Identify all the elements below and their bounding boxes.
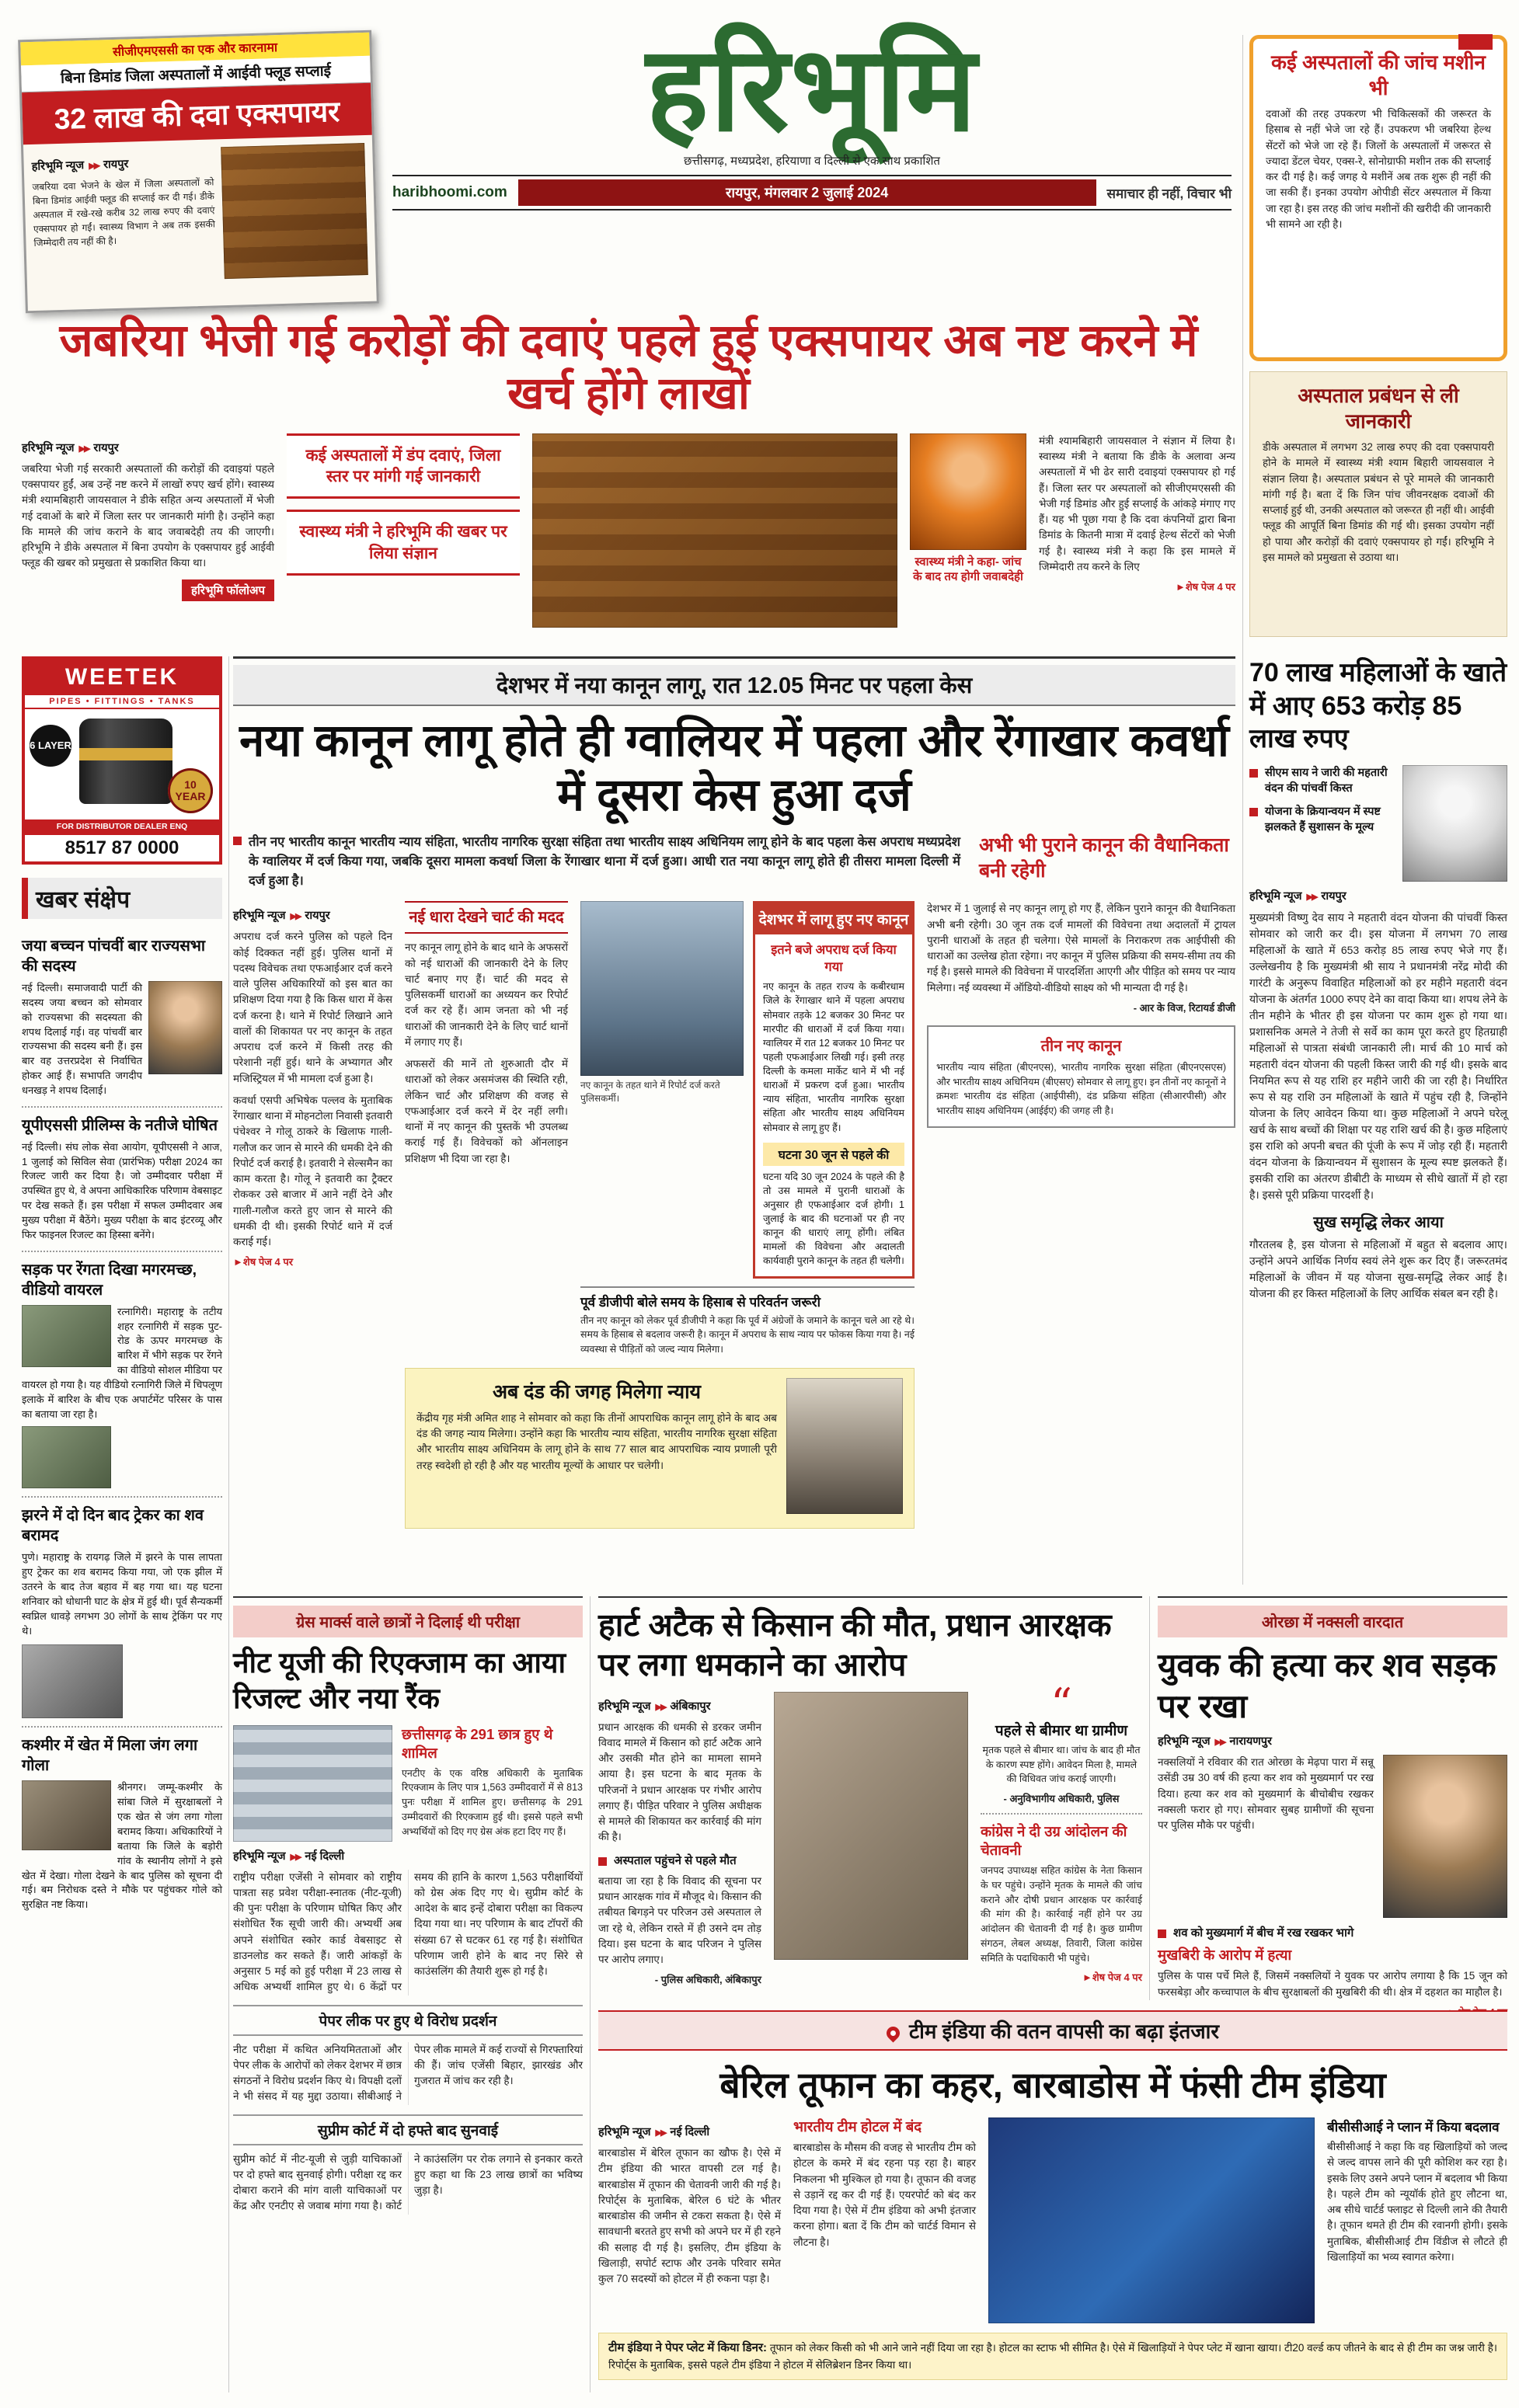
lead-headline: जबरिया भेजी गई करोड़ों की दवाएं पहले हुई एक्सपायर अब नष्ट करने में खर्च होंगे लाखों: [59, 315, 1198, 419]
quote-box: [981, 1679, 1142, 1815]
byline-city: रायपुर: [1321, 889, 1347, 903]
continued-on-page: ►शेष पेज 4 पर: [1082, 1971, 1142, 1984]
law-kicker: देशभर में नया कानून लागू, रात 12.05 मिनट पर पहला केस: [233, 665, 1235, 706]
minister-block: [910, 433, 1026, 628]
brief-body: नई दिल्ली। समाजवादी पार्टी की सदस्य जया बच्चन को सोमवार को राज्यसभा की सदस्यता की शपथ दिलाई गई। वह पांचवीं बार राज्यसभा की सदस्य बनी हैं। इस बार वह उत्तरप्रदेश से निर्वाचित होकर आई हैं। सभापति जगदीप धनखड़ ने शपथ दिलाई।: [22, 982, 142, 1096]
brief-item: [22, 1728, 222, 1920]
continued-on-page: ►शेष पेज 4 पर: [1175, 581, 1235, 593]
three-laws-body: भारतीय न्याय संहिता (बीएनएस), भारतीय नागरिक सुरक्षा संहिता (बीएनएसएस) और भारतीय साक्ष्य अधिनियम (बीएसए) सोमवार से लागू हुए। इन तीनों नए कानूनों ने क्रमशः भारतीय दंड संहिता (आईपीसी), दंड प्रक्रिया संहिता (सीआरपीसी) और भारतीय साक्ष्य अधिनियम (आईईए) की जगह ली है।: [936, 1061, 1226, 1117]
weetek-tank-image: [25, 709, 219, 819]
byline-arrows-icon: [1306, 890, 1316, 903]
brief-body: नई दिल्ली। संघ लोक सेवा आयोग, यूपीएससी ने आज, 1 जुलाई को सिविल सेवा (प्रारंभिक) परीक्षा 2024 का रिजल्ट जारी कर दिया है। जो उम्मीदवार परीक्षा में उपस्थित हुए थे, वे अपना आधिकारिक परिणाम वेबसाइट पर देख सकते हैं। इस परीक्षा में सफल उम्मीदवार अब मुख्य परीक्षा में बैठेंगे। मुख्य परीक्षा के बाद इंटरव्यू और फिर फाइनल रिजल्ट का हिस्सा बनेंगे।: [22, 1140, 222, 1241]
law-col2-body: अफसरों की मानें तो शुरुआती दौर में धाराओं को लेकर असमंजस की स्थिति रही, लेकिन चार्ट और प्रशिक्षण की वजह से एफआईआर दर्ज करने में देर नहीं लगी। थानों में नए कानून की पुस्तकें भी उपलब्ध कराई गई हैं। विवेचकों को ऑनलाइन प्रशिक्षण भी दिया जा रहा है।: [405, 1058, 568, 1164]
machine-box-title: कई अस्पतालों की जांच मशीन भी: [1271, 50, 1486, 99]
byline: [1249, 888, 1507, 903]
byline-city: नारायणपुर: [1229, 1735, 1272, 1748]
team-mid-column: [793, 2117, 976, 2323]
police-photo-block: [580, 901, 744, 1278]
vertical-divider: [228, 656, 229, 2392]
mahtari-bullets: [1249, 765, 1393, 882]
new-laws-box: [753, 901, 915, 1278]
team-headline: बेरिल तूफान का कहर, बारबाडोस में फंसी टीम इंडिया: [719, 2065, 1386, 2105]
team-india-photo: [988, 2117, 1315, 2323]
new-laws-sub2-body: घटना यदि 30 जून 2024 के पहले की है तो उस मामले में पुरानी धाराओं के अनुसार ही एफआईआर दर्ज होगी। 1 जुलाई के बाद की घटनाओं पर ही नए कानून की धाराएं लागू होंगी। लंबित मामलों की विवेचना और अदालती कार्यवाही पुराने कानून के तहत ही चलेगी।: [763, 1171, 904, 1267]
law-col1-more: कवर्धा एसपी अभिषेक पल्लव के मुताबिक रेंगाखार थाना में मोहनटोला निवासी इतवारी पंचेश्वर ने गोलू ठाकरे के खिलाफ गाली-गलौज कर जान से मारने की धमकी देने की रिपोर्ट दर्ज कराई है। इतवारी ने सेल्समैन का काम करता है। गोलू ने इतवारी का ट्रैक्टर रोककर उसे बाजार में आने नहीं देने और गाली-गलौज करते हुए जान से मारने की धमकी दी थी। इसकी रिपोर्ट थाने में दर्ज कराई गई।: [233, 1094, 392, 1248]
website-text: haribhoomi.com: [392, 184, 507, 201]
neet-headline: नीट यूजी की रिएक्जाम का आया रिजल्ट और नया रैंक: [233, 1647, 566, 1715]
neet-story: [233, 1596, 583, 2392]
team-right-column: [1327, 2117, 1507, 2323]
byline-label: हरिभूमि न्यूज: [1158, 1735, 1211, 1748]
quote-attribution: - अनुविभागीय अधिकारी, पुलिस: [1003, 1793, 1120, 1805]
brief-title: झरने में दो दिन बाद ट्रेकर का शव बरामद: [22, 1507, 204, 1545]
neet-sub1-body: नीट परीक्षा में कथित अनियमितताओं और पेपर लीक के आरोपों को लेकर देशभर में छात्र संगठनों ने विरोध प्रदर्शन किए थे। विपक्षी दलों ने भी संसद में यह मुद्दा उठाया। सीबीआई ने पेपर लीक मामले में कई राज्यों से गिरफ्तारियां की हैं। जांच एजेंसी बिहार, झारखंड और गुजरात में जांच कर रही है।: [233, 2043, 583, 2103]
brief-item: [22, 1498, 222, 1728]
three-laws-title: तीन नए कानून: [1040, 1037, 1122, 1055]
crocodile-photo-1: [22, 1305, 111, 1367]
bullet-item: [1249, 804, 1393, 836]
justice-box-title: अब दंड की जगह मिलेगा न्याय: [492, 1380, 702, 1403]
farmer-right-column: [981, 1679, 1142, 1987]
machine-news-box: [1249, 35, 1507, 361]
byline: [31, 153, 213, 174]
clip-strip: सीजीएमएससी का एक और कारनामा: [20, 33, 370, 66]
justice-box-body: केंद्रीय गृह मंत्री अमित शाह ने सोमवार को कहा कि तीनों आपराधिक कानून लागू होने के बाद अब दंड की जगह न्याय मिलेगा। उन्होंने कहा कि भारतीय न्याय संहिता, भारतीय नागरिक सुरक्षा संहिता और भारतीय साक्ष्य अधिनियम के लागू होने के साथ 77 साल बाद आपराधिक न्याय प्रणाली पूरी तरह स्वदेशी हो रही है और यह भारतीय मूल्यों के आधार पर चलेगी।: [416, 1411, 777, 1471]
dgp-body: तीन नए कानून को लेकर पूर्व डीजीपी ने कहा कि पूर्व में अंग्रेजों के जमाने के कानून चले आ रहे थे। समय के हिसाब से बदलाव जरूरी है। कानून में अपराध के साथ न्याय पर फोकस किया गया है। नई व्यवस्था से पीड़ितों को जल्द न्याय मिलेगा।: [580, 1314, 915, 1355]
newspaper-logo: हरिभूमि: [646, 23, 978, 155]
team-india-story: [598, 2010, 1507, 2392]
farmer-body1: प्रधान आरक्षक की धमकी से डरकर जमीन विवाद मामले में किसान को हार्ट अटैक आने और उसकी मौत होने का मामला सामने आया है। इस घटना के बाद मृतक के परिजनों ने प्रधान आरक्षक पर गंभीर आरोप लगाए हैं। पीड़ित परिवार ने पुलिस अधीक्षक से मामले की शिकायत कर कार्रवाई की मांग की है।: [598, 1721, 761, 1843]
brief-title: कश्मीर में खेत में मिला जंग लगा गोला: [22, 1737, 198, 1775]
byline: [233, 907, 392, 923]
health-minister-photo: [910, 433, 1026, 550]
orchha-body: नक्सलियों ने रविवार की रात ओरछा के मेढ़पा पारा में सन्नू उसेंडी उम्र 30 वर्ष की हत्या कर शव को मुख्यमार्ग पर रख दिया। हत्या कर शव को मुख्यमार्ग के बीचोबीच रखकर नक्सली फरार हो गए। सोमवार सुबह ग्रामीणों की सूचना पर पुलिस मौके पर पहुंची।: [1158, 1756, 1374, 1831]
neet-box: [402, 1725, 583, 1842]
brief-body: पुणे। महाराष्ट्र के रायगढ़ जिले में झरने के पास लापता हुए ट्रेकर का शव बरामद किया गया, जो एक झील में उतरने के बाद तेज बहाव में बह गया था। यह घटना शनिवार को धोधानी घाट के क्षेत्र में हुई थी। पूर्व सैन्यकर्मी स्वप्निल धावड़े लगभग 30 लोगों के साथ ट्रेकिंग पर गए थे।: [22, 1551, 222, 1637]
farmer-body2: बताया जा रहा है कि विवाद की सूचना पर प्रधान आरक्षक गांव में मौजूद थे। किसान की तबीयत बिगड़ने पर परिजन उसे अस्पताल ले जा रहे थे, लेकिन रास्ते में ही उसने दम तोड़ दिया। इस घटना के बाद परिजन ने पुलिस पर आरोप लगाए।: [598, 1874, 761, 1965]
water-tank-graphic: [79, 719, 172, 804]
lead-left-body: जबरिया भेजी गई सरकारी अस्पतालों की करोड़ों की दवाइयां पहले एक्सपायर हुईं, अब उन्हें नष्ट करने में लाखों रुपए खर्च होंगे। स्वास्थ्य मंत्री श्यामबिहारी जायसवाल ने डीके सहित अन्य अस्पतालों में भेजी गई दवाओं के बारे में जिला स्तर पर जानकारी मांगी है। उन्होंने कहा कि मामले की जांच कराने के बाद जवाबदेही तय की जाएगी। हरिभूमि ने डीके अस्पताल में बिना उपयोग के एक्सपायर हुई आईवी फ्लूड की खबर को प्रमुखता से प्रकाशित किया था।: [22, 462, 274, 569]
ten-year-badge: 10 YEAR: [168, 768, 213, 813]
byline: [598, 1698, 761, 1714]
byline-city: नई दिल्ली: [670, 2126, 710, 2138]
farmer-scene-photo: [774, 1692, 968, 1960]
law-intro: [233, 833, 960, 890]
orchha-sub-title: मुखबिरी के आरोप में हत्या: [1158, 1947, 1292, 1964]
brief-item: [22, 1252, 222, 1498]
red-square-bullet-icon: [598, 1857, 607, 1866]
law-intro-text: तीन नए भारतीय कानून भारतीय न्याय संहिता, भारतीय नागरिक सुरक्षा संहिता तथा भारतीय साक्ष्य अधिनियम लागू होने के बाद पहला केस अपराध मध्यप्रदेश के ग्वालियर में दर्ज किया गया, जबकि दूसरा मामला कवर्धा जिला के रेंगाखार थाना में दर्ज हुआ। आधी रात नया कानून लागू होते ही तीसरा मामला दिल्ली में दर्ज हुआ है।: [249, 835, 960, 888]
byline-label: हरिभूमि न्यूज: [1249, 889, 1302, 903]
old-law-attribution: - आर के विज, रिटायर्ड डीजी: [1133, 1001, 1235, 1014]
vertical-divider: [1149, 1596, 1150, 2000]
byline-city: रायपुर: [305, 910, 330, 923]
byline-city: अंबिकापुर: [670, 1700, 711, 1713]
team-banner-text: टीम इंडिया की वतन वापसी का बढ़ा इंतजार: [908, 2020, 1220, 2043]
exam-hall-photo: [233, 1725, 392, 1842]
neet-subhead-1: पेपर लीक पर हुए थे विरोध प्रदर्शन: [233, 2005, 583, 2036]
law-story: [233, 656, 1235, 1585]
farmer-left-column: [598, 1692, 761, 1987]
farmer-bullet: [598, 1853, 761, 1869]
neet-body: राष्ट्रीय परीक्षा एजेंसी ने सोमवार को राष्ट्रीय पात्रता सह प्रवेश परीक्षा-स्नातक (नीट-यूजी) की पुनः परीक्षा के परिणाम घोषित किए और संशोधित रैंक सूची जारी की। अभ्यर्थी अब अपने संशोधित स्कोर कार्ड वेबसाइट से डाउनलोड कर सकते हैं। जारी आंकड़ों के अनुसार 5 मई को हुई परीक्षा में 23 लाख से अधिक अभ्यर्थी शामिल हुए थे। 6 केंद्रों पर समय की हानि के कारण 1,563 परीक्षार्थियों को ग्रेस अंक दिए गए थे। सुप्रीम कोर्ट के आदेश के बाद इन्हें दोबारा परीक्षा का विकल्प दिया गया था। नए परिणाम के बाद टॉपरों की संख्या 67 से घटकर 61 रह गई है। संशोधित परिणाम जारी होने के बाद नए सिरे से काउंसलिंग की तैयारी शुरू हो गई है।: [233, 1870, 583, 1993]
byline-label: हरिभूमि न्यूज: [598, 1700, 651, 1713]
dateline-bar: रायपुर, मंगलवार 2 जुलाई 2024: [518, 179, 1096, 206]
weetek-ad: [22, 656, 222, 865]
masthead-slogan: समाचार ही नहीं, विचार भी: [1106, 186, 1232, 201]
briefs-rail: [22, 878, 222, 2392]
vertical-divider: [1242, 35, 1243, 1585]
byline-arrows-icon: [1214, 1735, 1225, 1748]
brief-item: [22, 928, 222, 1108]
farmer-attribution: - पुलिस अधिकारी, अंबिकापुर: [654, 1974, 761, 1986]
mahtari-headline: 70 लाख महिलाओं के खाते में आए 653 करोड़ 85 लाख रुपए: [1249, 658, 1507, 753]
warehouse-photo: [532, 433, 897, 628]
continued-on-page: ►शेष पेज 4 पर: [233, 1256, 294, 1268]
followup-badge: हरिभूमि फॉलोअप: [182, 579, 274, 601]
lead-pointer-boxes: [287, 433, 520, 628]
byline: [22, 440, 274, 455]
byline-label: हरिभूमि न्यूज: [22, 441, 75, 454]
neet-sub2-body: सुप्रीम कोर्ट में नीट-यूजी से जुड़ी याचिकाओं पर दो हफ्ते बाद सुनवाई होगी। परीक्षा रद्द कर दोबारा कराने की मांग वाली याचिकाओं पर केंद्र और एनटीए से जवाब मांगा गया है। कोर्ट ने काउंसलिंग पर रोक लगाने से इनकार करते हुए कहा था कि 23 लाख छात्रों का भविष्य जुड़ा है।: [233, 2152, 583, 2212]
byline-arrows-icon: [655, 2126, 665, 2138]
law-column-1: [233, 901, 392, 1528]
brief-item: [22, 1108, 222, 1252]
justice-box: [405, 1368, 915, 1529]
lead-right-column: [1039, 433, 1235, 628]
orchha-story: [1158, 1596, 1507, 2000]
bullet-text: योजना के क्रियान्वयन में स्पष्ट झलकते हैं सुशासन के मूल्य: [1265, 806, 1381, 834]
orchha-bullet: [1158, 1926, 1507, 1941]
team-right-title: बीसीसीआई ने प्लान में किया बदलाव: [1327, 2120, 1500, 2135]
farmer-headline: हार्ट अटैक से किसान की मौत, प्रधान आरक्षक पर लगा धमकाने का आरोप: [598, 1607, 1112, 1683]
byline-label: हरिभूमि न्यूज: [31, 159, 85, 173]
quote-body: मृतक पहले से बीमार था। जांच के बाद ही मौत के कारण स्पष्ट होंगे। आवेदन मिला है, मामले की विधिवत जांच कराई जाएगी।: [982, 1744, 1141, 1785]
neet-box-body: एनटीए के एक वरिष्ठ अधिकारी के मुताबिक रिएक्जाम के लिए पात्र 1,563 उम्मीदवारों में से 813 पुनः परीक्षा में शामिल हुए। छत्तीसगढ़ के 291 उम्मीदवारों की रिएक्जाम हुई थी। इससे पहले सभी अभ्यर्थियों को दिए गए ग्रेस अंक हटा दिए गए हैं।: [402, 1767, 583, 1837]
bullet-text: सीएम साय ने जारी की महतारी वंदन की पांचवीं किस्त: [1265, 766, 1388, 795]
lead-left-column: [22, 433, 274, 628]
clip-body: जबरिया दवा भेजने के खेल में जिला अस्पतालों को बिना डिमांड आईवी फ्लूड की सप्लाई कर दी गई। डीके अस्पताल में रखे-रखे करीब 32 लाख रुपए की दवाएं एक्सपायर हो गईं। स्वास्थ्य विभाग ने अब तक इसकी जिम्मेदारी तय नहीं की है।: [32, 176, 216, 249]
warehouse-photo-small: [221, 143, 368, 279]
new-laws-sub2: घटना 30 जून से पहले की: [763, 1143, 904, 1166]
clip-ad: [18, 30, 379, 314]
new-laws-sub1: इतने बजे अपराध दर्ज किया गया: [771, 943, 897, 974]
law-col1-body: अपराध दर्ज करने पुलिस को पहले दिन कोई दिक्कत नहीं हुई। पुलिस थानों में पदस्थ विवेचक तथा एफआईआर दर्ज करने वाले पुलिस अधिकारियों को इस बात का प्रशिक्षण दिया गया है कि किस धारा में केस दर्ज करना है। थाने में रिपोर्ट लिखाने आने वालों की शिकायत पर नए कानून के तहत अपराध दर्ज करने में किसी तरह की परेशानी नहीं हुई। थाने के अभ्यागत और मजिस्ट्रियल में भी मामला दर्ज हुआ है।: [233, 931, 392, 1084]
congress-title: कांग्रेस ने दी उग्र आंदोलन की चेतावनी: [981, 1823, 1127, 1859]
farmer-story: [598, 1596, 1142, 2000]
byline-arrows-icon: [290, 910, 300, 922]
team-right-body: बीसीसीआई ने कहा कि वह खिलाड़ियों को जल्द से जल्द वापस लाने की पूरी कोशिश कर रहा है। इसके लिए उसने अपने प्लान में बदलाव भी किया है। पहले टीम को न्यूयॉर्क होते हुए लौटना था, अब सीधे चार्टर्ड फ्लाइट से दिल्ली लाने की तैयारी है। तूफान थमते ही टीम की रवानगी होगी। इसके मुताबिक, बीसीसीआई टीम विंडीज से लौटते ही खिलाड़ियों का भव्य स्वागत करेगा।: [1327, 2141, 1507, 2263]
lead-box-2: स्वास्थ्य मंत्री ने हरिभूमि की खबर पर लिया संज्ञान: [287, 510, 520, 576]
minister-caption: स्वास्थ्य मंत्री ने कहा- जांच के बाद तय होगी जवाबदेही: [913, 555, 1023, 584]
clip-subhead: बिना डिमांड जिला अस्पतालों में आईवी फ्लूड सप्लाई: [21, 56, 371, 93]
police-station-photo: [580, 901, 744, 1076]
weetek-enquiry: FOR DISTRIBUTOR DEALER ENQ: [25, 819, 219, 833]
team-banner: [598, 2010, 1507, 2051]
team-bottom-strip: [598, 2333, 1507, 2380]
team-bottom-lead: टीम इंडिया ने पेपर प्लेट में किया डिनर:: [608, 2341, 768, 2354]
team-bottom-body: तूफान को लेकर किसी को भी आने जाने नहीं दिया जा रहा है। होटल का स्टाफ भी सीमित है। ऐसे में खिलाड़ियों ने पेपर प्लेट में खाना खाया। टी20 वर्ल्ड कप जीतने के बाद से ही टीम का जश्न जारी है। रिपोर्ट्स के मुताबिक, इससे पहले टीम इंडिया ने होटल में सेलिब्रेशन डिनर किया था।: [608, 2342, 1497, 2371]
red-square-bullet-icon: [1158, 1930, 1166, 1938]
congress-body: जनपद उपाध्यक्ष सहित कांग्रेस के नेता किसान के घर पहुंचे। उन्होंने मृतक के मामले की जांच कराने और दोषी प्रधान आरक्षक पर कार्रवाई की मांग की है। कार्रवाई नहीं होने पर उग्र आंदोलन की चेतावनी दी गई है। कुछ ग्रामीण संगठन, लेबल अध्यक्ष, तिवारी, जिला कांग्रेस समिति के पदाधिकारी भी पहुंचे।: [981, 1865, 1142, 1964]
brief-title: सड़क पर रेंगता दिखा मगरमच्छ, वीडियो वायरल: [22, 1261, 197, 1299]
corner-tag: [1458, 34, 1493, 50]
mahtari-subhead: सुख समृद्धि लेकर आया: [1313, 1213, 1444, 1231]
new-laws-box-title: देशभर में लागू हुए नए कानून: [755, 903, 912, 934]
amit-shah-photo: [786, 1378, 903, 1514]
weetek-brand: WEETEK: [25, 659, 219, 695]
law-column-2: [405, 901, 568, 1356]
old-law-body: देशभर में 1 जुलाई से नए कानून लागू हो गए हैं, लेकिन पुराने कानून की वैधानिकता अभी बनी रहेगी। 30 जून तक दर्ज मामलों की विवेचना तथा अदालतों में ट्रायल पुरानी धाराओं के तहत ही चलेगा। ऐसे मामलों के निराकरण तक आईपीसी की धाराओं का उल्लेख होता रहेगा। नए कानून में पुलिस प्रक्रिया की समय-सीमा तय की गई है। इससे मामले की विवेचना में पारदर्शिता आएगी और पीड़ित को समय पर न्याय मिलेगा। नई व्यवस्था में ऑडियो-वीडियो साक्ष्य को भी मान्यता दी गई है।: [927, 903, 1235, 993]
jaya-bachchan-photo: [148, 981, 222, 1074]
red-square-bullet-icon: [1249, 769, 1258, 778]
masthead-tagline: छत्तीसगढ़, मध्यप्रदेश, हरियाणा व दिल्ली से एक साथ प्रकाशित: [684, 155, 940, 169]
red-square-bullet-icon: [233, 837, 242, 845]
briefs-header: खबर संक्षेप: [22, 878, 222, 919]
map-pin-icon: [883, 2023, 902, 2042]
police-photo-caption: नए कानून के तहत थाने में रिपोर्ट दर्ज करते पुलिसकर्मी।: [580, 1080, 720, 1104]
three-laws-box: [927, 1025, 1235, 1128]
orchha-kicker: ओरछा में नक्सली वारदात: [1158, 1606, 1507, 1637]
red-square-bullet-icon: [1249, 808, 1258, 816]
byline-arrows-icon: [290, 1850, 300, 1863]
brief-body: रत्नागिरी। महाराष्ट्र के तटीय शहर रत्नागिरी में सड़क पुट-रोड के ऊपर मगरमच्छ के बारिश में भीगे सड़क पर रेंगने का वीडियो सोशल मीडिया पर वायरल हो गया है। यह वीडियो रत्नागिरी जिले में चिपलूण इलाके में बारिश के बीच एक अपार्टमेंट परिसर के पास का बताया जा रहा है।: [22, 1305, 222, 1420]
byline-city: रायपुर: [103, 158, 129, 172]
orchha-headline: युवक की हत्या कर शव सड़क पर रखा: [1158, 1647, 1496, 1724]
dgp-title: पूर्व डीजीपी बोले समय के हिसाब से परिवर्तन जरूरी: [580, 1294, 820, 1310]
neet-subhead-2: सुप्रीम कोर्ट में दो हफ्ते बाद सुनवाई: [233, 2114, 583, 2145]
new-laws-sub1-body: नए कानून के तहत राज्य के कबीरधाम जिले के रेंगाखार थाने में पहला अपराध सोमवार तड़के 12 बजकर 30 मिनट पर मारपीट की धाराओं में दर्ज किया गया। ग्वालियर में रात 12 बजकर 10 मिनट पर पहली एफआईआर लिखी गई। इसी तरह दिल्ली के कमला मार्केट थाने में भी नई धाराओं में प्रकरण दर्ज हुआ। भारतीय न्याय संहिता, भारतीय नागरिक सुरक्षा संहिता और भारतीय साक्ष्य अधिनियम सोमवार से लागू हुए हैं।: [763, 981, 904, 1133]
dgp-note: [580, 1286, 915, 1357]
brief-title: जया बच्चन पांचवीं बार राज्यसभा की सदस्य: [22, 938, 206, 975]
law-column-4: [927, 901, 1235, 1528]
crocodile-photo-2: [22, 1426, 111, 1488]
byline-city: नई दिल्ली: [305, 1849, 345, 1863]
brief-title: यूपीएससी प्रीलिम्स के नतीजे घोषित: [22, 1116, 218, 1134]
team-mid-body: बारबाडोस के मौसम की वजह से भारतीय टीम को होटल के कमरे में बंद रहना पड़ रहा है। बाहर निकलना भी मुश्किल हो गया है। तूफान की वजह से उड़ानें रद्द कर दी गई हैं। एयरपोर्ट को बंद कर दिया गया है। ऐसे में टीम इंडिया को अभी इंतजार करना होगा। बता दें कि टीम को चार्टर्ड विमान से लौटना है।: [793, 2142, 976, 2248]
mahtari-story: [1249, 656, 1507, 1585]
clip-headline: 32 लाख की दवा एक्सपायर: [22, 83, 372, 145]
hospital-box-body: डीके अस्पताल में लगभग 32 लाख रुपए की दवा एक्सपायरी होने के मामले में स्वास्थ्य मंत्री श्याम बिहारी जायसवाल ने संज्ञान लिया है। अस्पताल प्रबंधन से पूरे मामले की जानकारी मांगी गई है। बता दें कि जिन पांच जीवनरक्षक दवाओं की सप्लाई हुई थी, उनकी अस्पताल को जरूरत ही नहीं थी। आईवी फ्लूड की आपूर्ति बिना डिमांड की गई थी। इसका उपयोग नहीं हो पाया और करोड़ों की दवाएं एक्सपायर हो गईं। हरिभूमि ने इस मामले को प्रमुखता से उठाया था।: [1263, 441, 1494, 563]
byline-arrows-icon: [78, 442, 89, 454]
neet-kicker: ग्रेस मार्क्स वाले छात्रों ने दिलाई थी परीक्षा: [233, 1606, 583, 1637]
byline-label: हरिभूमि न्यूज: [233, 910, 286, 923]
byline: [1158, 1733, 1507, 1749]
byline-arrows-icon: [655, 1700, 665, 1713]
hospital-news-box: [1249, 371, 1507, 637]
six-layer-badge: 6 LAYER: [30, 725, 71, 767]
law-center-block: [580, 901, 915, 1356]
byline-city: रायपुर: [93, 441, 119, 454]
byline-label: हरिभूमि न्यूज: [598, 2126, 651, 2138]
old-law-headline: अभी भी पुराने कानून की वैधानिकता बनी रहेगी: [979, 834, 1229, 882]
team-body1: बारबाडोस में बेरिल तूफान का खौफ है। ऐसे में टीम इंडिया की भारत वापसी टल गई है। बारबाडोस में तूफान की चेतावनी जारी की गई है। रिपोर्ट्स के मुताबिक, बेरिल 6 घंटे के भीतर बारबाडोस की जमीन से टकरा सकता है। ऐसे में सावधानी बरतते हुए सभी को अपने घर में ही रहने की सलाह दी गई है। इसलिए, टीम इंडिया के खिलाड़ी, सपोर्ट स्टाफ और उनके परिवार समेत कुल 70 सदस्यों को होटल में ही रुकना पड़ा है।: [598, 2147, 781, 2284]
lead-right-body: मंत्री श्यामबिहारी जायसवाल ने संज्ञान में लिया है। स्वास्थ्य मंत्री ने बताया कि डीके के अलावा अन्य अस्पतालों में भी ढेर सारी दवाइयां एक्सपायर हो गई हैं। जिला स्तर पर अस्पतालों को सीजीएमएससी की भेजी गई डिमांड और हुई सप्लाई के आंकड़े मंगाए गए हैं। यह भी पूछा गया है कि दवा कंपनियों द्वारा बिना डिमांड के कितनी मात्रा में दवाई हेल्थ सेंटरों को भेजी गई है। स्वास्थ्य मंत्री ने कहा कि इस मामले में जिम्मेदारी तय करने के लिए: [1039, 434, 1235, 572]
byline: [233, 1848, 583, 1863]
law-headline: नया कानून लागू होते ही ग्वालियर में पहला और रेंगाखार कवर्धा में दूसरा केस हुआ दर्ज: [239, 715, 1229, 820]
lead-story: [22, 315, 1235, 637]
waterfall-photo: [22, 1644, 123, 1718]
chart-box-body: नए कानून लागू होने के बाद थाने के अफसरों को नई धाराओं की जानकारी देने के लिए चार्ट बनाए गए हैं। चार्ट की मदद से पुलिसकर्मी धाराओं का अध्ययन कर रिपोर्ट दर्ज कर रहे हैं। आम जनता को भी नई धाराओं की जानकारी देने के लिए चार्ट थानों में लगाए गए हैं।: [405, 941, 568, 1048]
weetek-phone: 8517 87 0000: [25, 833, 219, 861]
byline: [598, 2124, 781, 2139]
machine-box-body: दवाओं की तरह उपकरण भी चिकित्सकों की जरूरत के हिसाब से नहीं भेजे जा रहे हैं। उपकरण भी जबरिया हेल्थ सेंटरों को भेजे जा रहे हैं। जिलों के अस्पतालों में जरूरत से ज्यादा डेंटल चेयर, एक्स-रे, सोनोग्राफी मशीन तक की सप्लाई कर दी गई है। कई जगह ये मशीनें अब तक शुरू ही नहीं की जा सकी हैं। इनका उपयोग ओपीडी सेंटर अस्पताल में किया जा रहा है। इस तरह की जांच मशीनों की खरीदी की जानकारी भी सामने आ रही है।: [1266, 108, 1491, 230]
byline-arrows-icon: [89, 159, 99, 172]
brief-body: श्रीनगर। जम्मू-कश्मीर के सांबा जिले में सुरक्षाबलों ने एक खेत से जंग लगा गोला बरामद किया। अधिकारियों ने बताया कि जिले के बड़ोरी गांव के स्थानीय लोगों ने इसे खेत में देखा। गोला देखने के बाद पुलिस को सूचना दी गई। बम निरोधक दस्ते ने मौके पर पहुंचकर गोले को सुरक्षित नष्ट किया।: [22, 1781, 222, 1911]
bullet-item: [1249, 765, 1393, 797]
mahtari-body2: गौरतलब है, इस योजना से महिलाओं में बहुत से बदलाव आए। उन्होंने अपने आर्थिक निर्णय स्वयं लेने शुरू कर दिए हैं। जरूरतमंद महिलाओं के जीवन में यह योजना सुख-समृद्धि लेकर आई है। योजना की हर किस्त महिलाओं के लिए आर्थिक संबल बन रही है।: [1249, 1237, 1507, 1300]
team-left-column: [598, 2117, 781, 2323]
cm-photo: [1402, 765, 1507, 882]
hospital-box-title: अस्पताल प्रबंधन से ली जानकारी: [1298, 384, 1459, 433]
mahtari-body1: मुख्यमंत्री विष्णु देव साय ने महतारी वंदन योजना की पांचवीं किस्त सोमवार को जारी कर दी। इस योजना में लगभग 70 लाख महिलाओं के खाते में 653 करोड़ 85 लाख रुपए भेजे गए हैं। उल्लेखनीय है कि मुख्यमंत्री श्री साय ने प्रधानमंत्री नरेंद्र मोदी की गारंटी के अनुरूप विवाहित महिलाओं को हर महीने महतारी वंदन योजना के अंतर्गत 1000 रुपए देने का वादा किया था। शपथ लेने के तीन महीने के भीतर ही इस योजना पर काम शुरू हो गया था। प्रशासनिक अमले ने तेजी से सर्वे का काम पूरा करते हुए हितग्राही महिलाओं से पात्रता संबंधी जानकारी ली। मार्च की 10 मार्च को महतारी वंदन योजना की पहली किस्त जारी की गई थी। इसके बाद नियमित रूप से यह राशि हर महीने जारी की जा रही है। निर्धारित रूप से यह राशि उन महिलाओं के खाते में पहुंच रही है, जिन्होंने योजना के लिए आवेदन किया था। कुछ महिलाओं ने अपने घरेलू खर्च के साथ बच्चों की शिक्षा पर यह राशि खर्च की है। कुछ महिलाएं इस राशि को अपनी बचत की पूंजी के रूप में जोड़ रही हैं। महतारी वंदन योजना के क्रियान्वयन में सुशासन के मूल्य स्पष्ट झलकते हैं। इसकी राशि का अंतरण डीबीटी के माध्यम से सीधे खातों में हो रहा है। इससे पूरी प्रक्रिया पारदर्शी है।: [1249, 910, 1507, 1201]
neet-box-title: छत्तीसगढ़ के 291 छात्र हुए थे शामिल: [402, 1725, 553, 1761]
masthead: [392, 23, 1232, 211]
orchha-bullet-text: शव को मुख्यमार्ग में बीच में रख रखकर भागे: [1173, 1926, 1354, 1940]
chart-box-title: नई धारा देखने चार्ट की मदद: [405, 901, 568, 934]
lead-box-1: कई अस्पतालों में डंप दवाएं, जिला स्तर पर मांगी गई जानकारी: [287, 433, 520, 499]
victim-photo: [1383, 1755, 1507, 1918]
quote-icon: “: [1050, 1679, 1072, 1728]
vertical-divider: [590, 1596, 591, 2392]
weetek-tagline: PIPES • FITTINGS • TANKS: [25, 695, 219, 709]
byline-label: हरिभूमि न्यूज: [233, 1849, 286, 1863]
farmer-bullet-text: अस्पताल पहुंचने से पहले मौत: [614, 1853, 737, 1867]
rusted-shell-photo: [22, 1780, 111, 1850]
quote-title: पहले से बीमार था ग्रामीण: [995, 1722, 1128, 1739]
orchha-sub-body: पुलिस के पास पर्चे मिले हैं, जिसमें नक्सलियों ने युवक पर आरोप लगाया है कि 15 जून को फरसबेड़ा और कच्चापाल के बीच सुरक्षाबलों की मुखबिरी की थी। क्षेत्र में दहशत का माहौल है।: [1158, 1970, 1507, 1998]
team-mid-title: भारतीय टीम होटल में बंद: [793, 2118, 922, 2135]
